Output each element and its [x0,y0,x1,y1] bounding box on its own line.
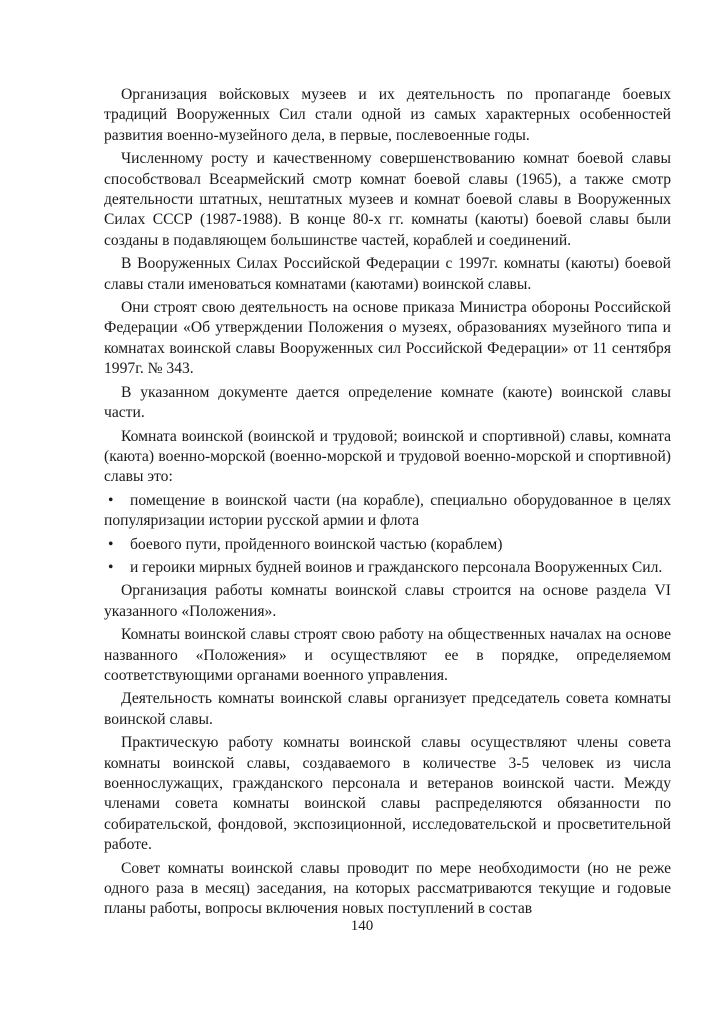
paragraph: В указанном документе дается определение комнате (каюте) воинской славы части. [104,383,671,422]
bullet-icon: • [108,535,114,553]
bullet-icon: • [108,558,114,576]
bullet-text: боевого пути, пройденного воинской частью (кораблем) [130,535,503,553]
paragraph: Численному росту и качественному совершенствованию комнат боевой славы способствовал Всеармейский смотр комнат боевой славы (1965), а также смотр деятельности штатных, нештатных музеев и комнат боевой славы в Вооруженных Силах СССР (1987-1988). В конце 80-х гг. комнаты (каюты) боевой славы были созданы в подавляющем большинстве частей, кораблей и соединений. [104,150,671,249]
paragraph: В Вооруженных Силах Российской Федерации с 1997г. комнаты (каюты) боевой славы стали именоваться комнатами (каютами) воинской славы. [104,255,671,293]
paragraph: Организация войсковых музеев и их деятельность по пропаганде боевых традиций Вооруженных Сил стали одной из самых характерных особенностей развития военно-музейного дела, в первые, послевоенные годы. [104,86,671,144]
bullet-icon: • [108,491,114,509]
bullet-text: и героики мирных будней воинов и гражданского персонала Вооруженных Сил. [130,558,663,576]
page-body [104,85,671,920]
paragraph: Комнаты воинской славы строят свою работу на общественных началах на основе названного «Положения» и осуществляют ее в порядке, определяемом соответствующими органами военного управления. [104,626,671,684]
bullet-text: помещение в воинской части (на корабле), специально оборудованное в целях популяризации истории русской армии и флота [104,491,671,530]
paragraph: Они строят свою деятельность на основе приказа Министра обороны Российской Федерации «Об утверждении Положения о музеях, образованиях музейного типа и комнатах воинской славы Вооруженных сил Российской Федерации» от 11 сентября 1997г. № 343. [104,299,671,378]
paragraph: Организация работы комнаты воинской славы строится на основе раздела VI указанного «Положения». [104,582,671,620]
bullet-item [104,535,671,555]
page-number: 140 [350,918,374,934]
bullet-item [104,491,671,532]
paragraph: Практическую работу комнаты воинской славы осуществляют члены совета комнаты воинской славы, создаваемого в количестве 3-5 человек из числа военнослужащих, гражданского персонала и ветеранов воинской части. Между членами совета комнаты воинской славы распределяются обязанности по собирательской, фондовой, экспозиционной, исследовательской и просветительной работе. [104,734,671,854]
paragraph: Совет комнаты воинской славы проводит по мере необходимости (но не реже одного раза в месяц) заседания, на которых рассматриваются текущие и годовые планы работы, вопросы включения новых поступлений в состав [104,859,671,918]
paragraph: Комната воинской (воинской и трудовой; воинской и спортивной) славы, комната (каюта) военно-морской (военно-морской и трудовой военно-морской и спортивной) славы это: [104,427,671,486]
paragraph: Деятельность комнаты воинской славы организует председатель совета комнаты воинской славы. [104,690,671,728]
bullet-item [104,558,671,578]
